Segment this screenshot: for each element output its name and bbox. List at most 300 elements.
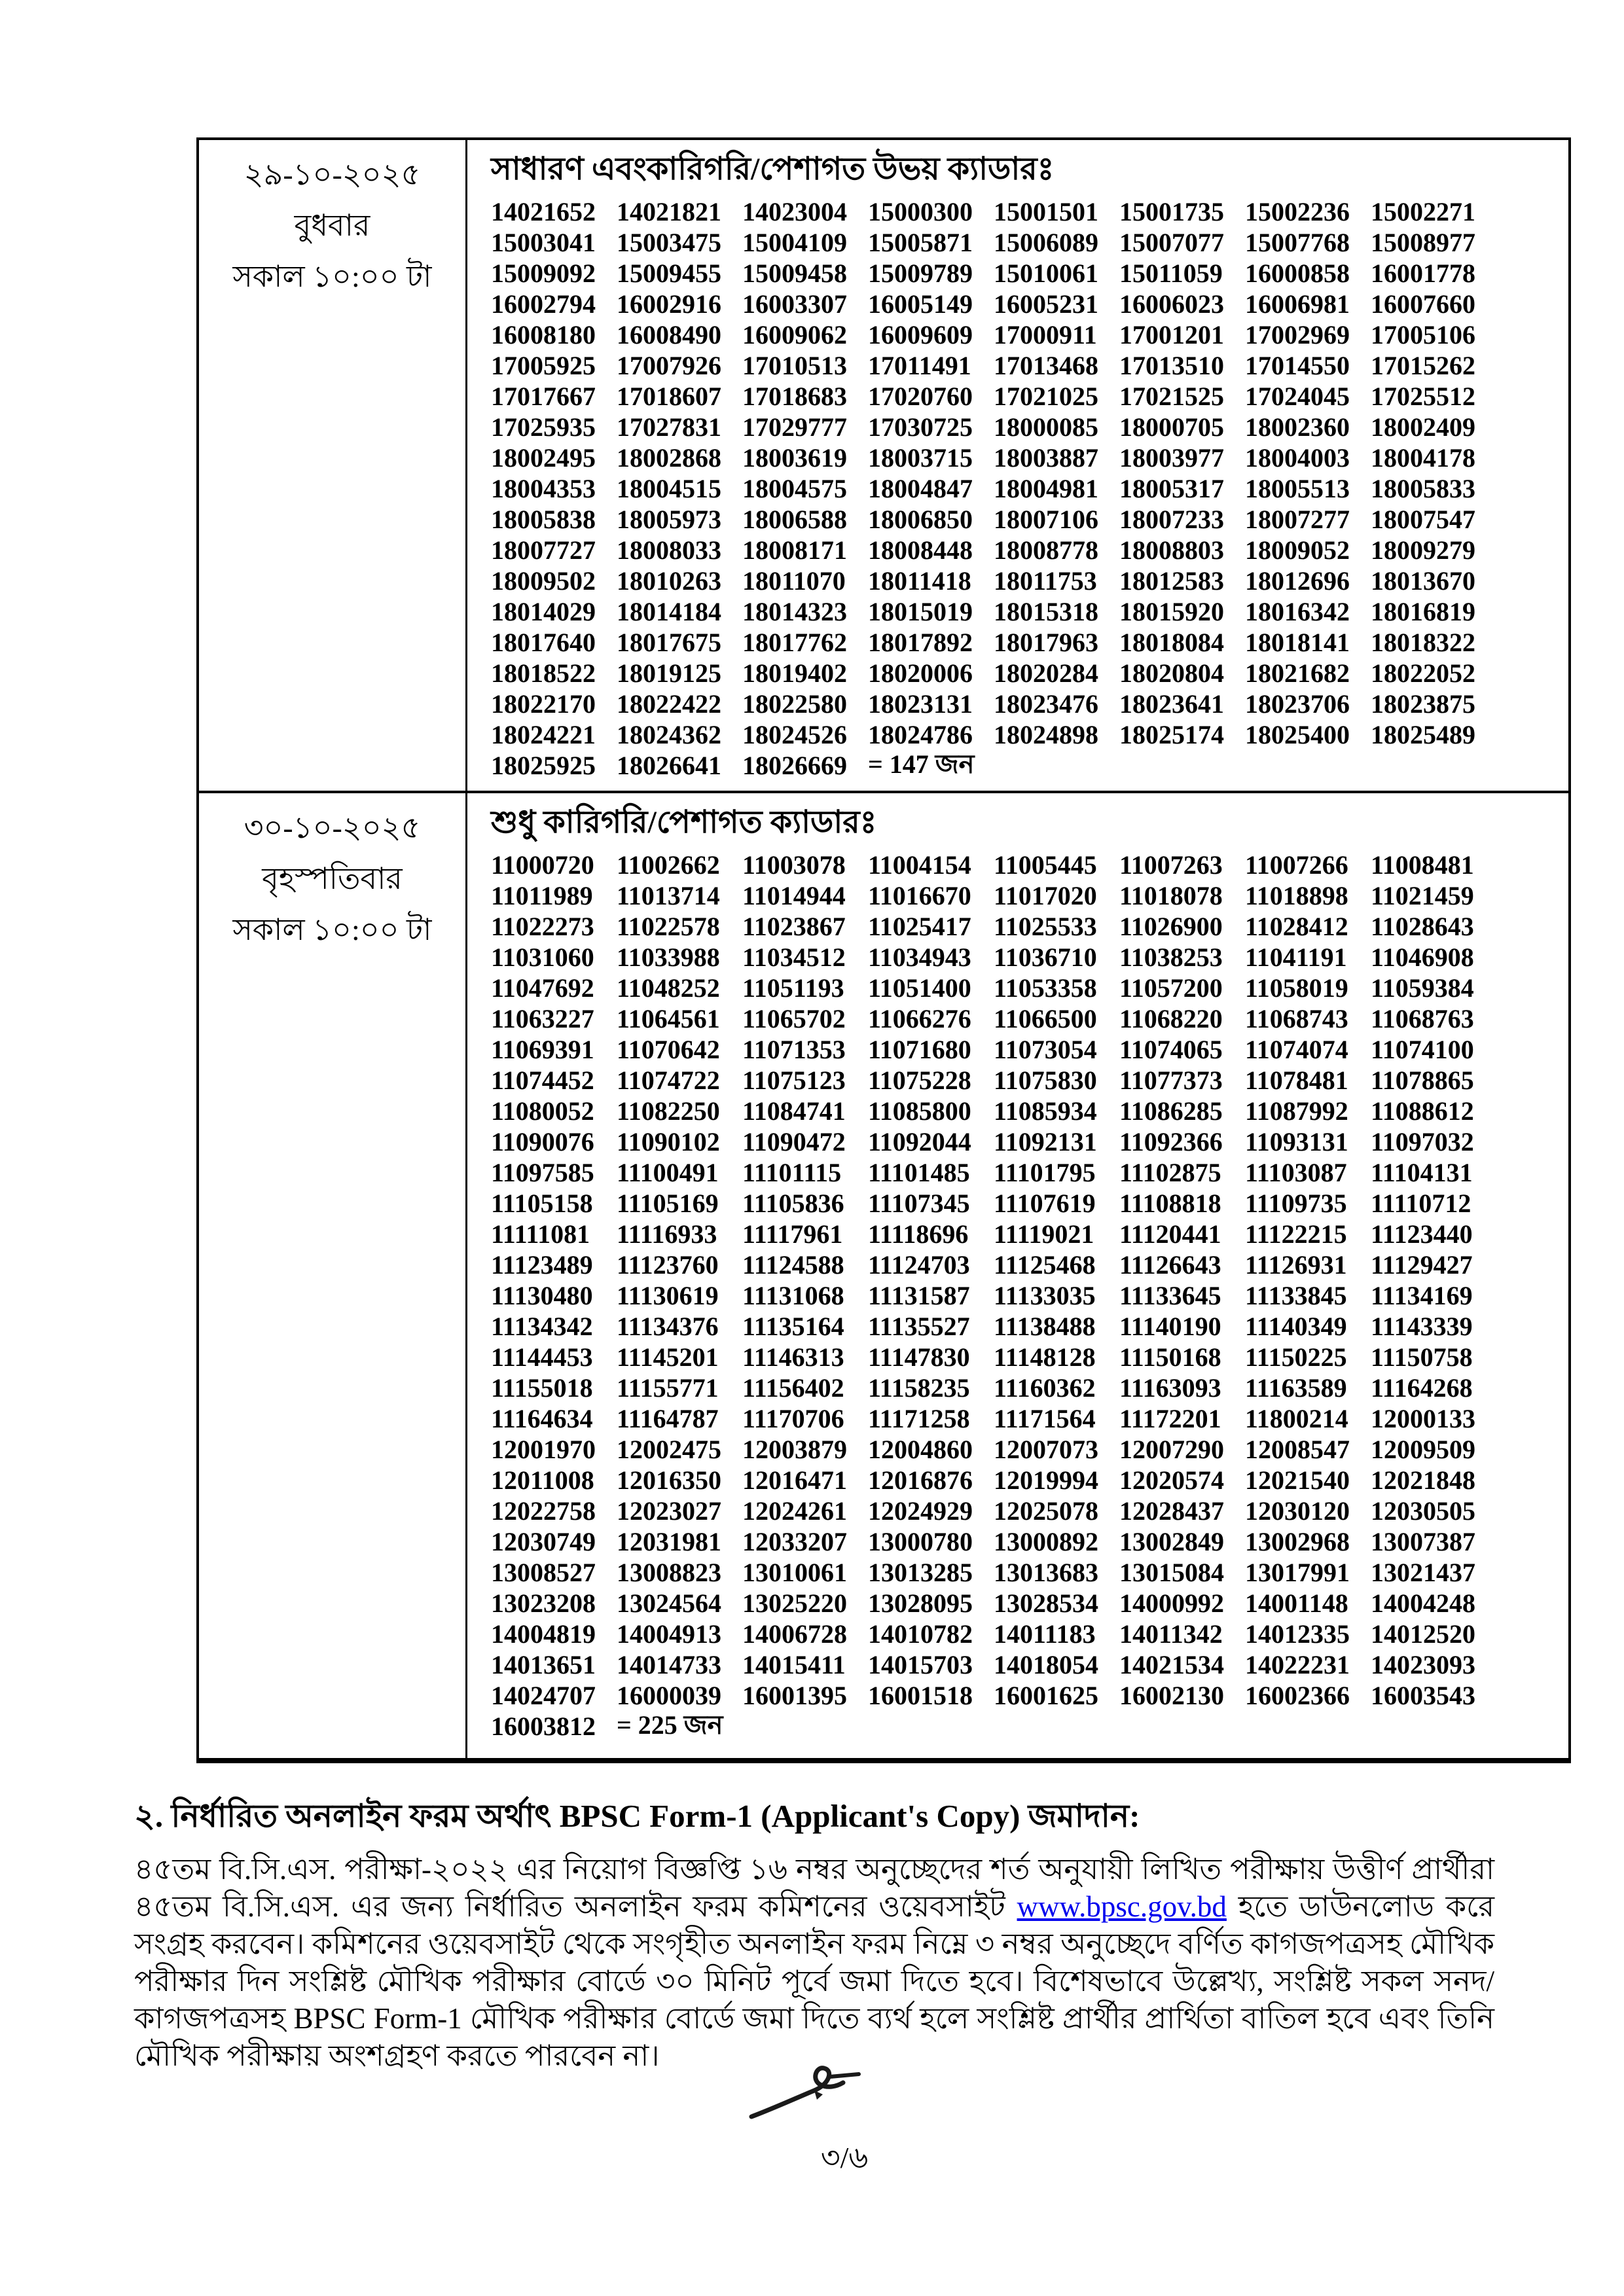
roll-number: 17005925 <box>491 351 596 380</box>
roll-number: 11028412 <box>1245 912 1348 941</box>
roll-number: 18000705 <box>1119 412 1224 442</box>
roll-number: 15010061 <box>994 259 1098 288</box>
roll-number: 18025174 <box>1119 720 1224 749</box>
roll-number: 14024707 <box>491 1681 596 1710</box>
roll-number: 12004860 <box>868 1435 973 1464</box>
roll-number: 18007233 <box>1119 505 1224 534</box>
roll-number: 15001501 <box>994 197 1098 226</box>
roll-number: 18017963 <box>994 628 1098 657</box>
roll-number: 18011070 <box>742 566 846 596</box>
roll-number: 11110712 <box>1371 1189 1471 1218</box>
roll-number: 12028437 <box>1119 1496 1224 1526</box>
roll-number: 12024929 <box>868 1496 973 1526</box>
roll-number: 11007263 <box>1119 850 1223 880</box>
roll-number: 11100491 <box>617 1158 719 1187</box>
roll-number: 17021025 <box>994 382 1098 411</box>
roll-number: 11074452 <box>491 1066 594 1095</box>
roll-number: 18010263 <box>617 566 721 596</box>
roll-number: 11000720 <box>491 850 594 880</box>
roll-number: 11075228 <box>868 1066 971 1095</box>
roll-number: 18005317 <box>1119 474 1224 503</box>
roll-number: 16001395 <box>742 1681 847 1710</box>
roll-number: 18020804 <box>1119 658 1224 688</box>
roll-number: 17010513 <box>742 351 847 380</box>
roll-number: 18012583 <box>1119 566 1224 596</box>
roll-number: 18015318 <box>994 597 1098 626</box>
roll-number: 18005838 <box>491 505 596 534</box>
roll-number: 11023867 <box>742 912 846 941</box>
roll-number: 16003307 <box>742 289 847 319</box>
roll-number: 18004847 <box>868 474 973 503</box>
roll-number: 11156402 <box>742 1373 844 1403</box>
roll-number: 11026900 <box>1119 912 1223 941</box>
roll-number: 14004248 <box>1371 1588 1475 1618</box>
paragraph-text-before-link: ৪৫তম বি.সি.এস. পরীক্ষা-২০২২ এর নিয়োগ বিজ্ঞপ্তি ১৬ নম্বর অনুচ্ছেদের শর্ত অনুযায়ী লিখিত পরীক্ষায় উত্তীর্ণ প্রার্থীরা ৪৫তম বি.সি.এস. এর জন্য নির্ধারিত অনলাইন ফরম কমিশনের ওয়েবসাইট <box>134 1853 1494 1923</box>
roll-number: 17030725 <box>868 412 973 442</box>
roll-number: 11138488 <box>994 1312 1096 1341</box>
roll-number: 11033988 <box>617 942 720 972</box>
roll-number: 17018683 <box>742 382 847 411</box>
roll-number: 11107619 <box>994 1189 1096 1218</box>
roll-number: 17013510 <box>1119 351 1224 380</box>
roll-number: 15008977 <box>1371 228 1475 257</box>
roll-number: 17020760 <box>868 382 973 411</box>
roll-number: 15006089 <box>994 228 1098 257</box>
roll-number: 13007387 <box>1371 1527 1475 1556</box>
roll-number: 14015411 <box>742 1650 846 1679</box>
session-2-day: বৃহস্পতিবার <box>262 862 403 895</box>
roll-number: 11085934 <box>994 1096 1097 1126</box>
session-2-roll-grid <box>491 850 1496 1742</box>
roll-number: 11078865 <box>1371 1066 1474 1095</box>
roll-number: 16008180 <box>491 320 596 350</box>
roll-number: 18004981 <box>994 474 1098 503</box>
roll-number: 11123489 <box>491 1250 593 1280</box>
roll-number: 11101115 <box>742 1158 842 1187</box>
roll-number: 16000039 <box>617 1681 721 1710</box>
roll-number: 11031060 <box>491 942 594 972</box>
roll-number: 18013670 <box>1371 566 1475 596</box>
roll-number: 11092044 <box>868 1127 971 1157</box>
roll-number: 16006981 <box>1245 289 1350 319</box>
roll-number: 11150168 <box>1119 1342 1221 1372</box>
roll-number: 11119021 <box>994 1219 1094 1249</box>
session-1-date-cell <box>199 140 467 791</box>
roll-number: 18025400 <box>1245 720 1350 749</box>
roll-number: 12022758 <box>491 1496 596 1526</box>
roll-number: 11800214 <box>1245 1404 1348 1433</box>
roll-number: 12021540 <box>1245 1465 1350 1495</box>
roll-number: 11021459 <box>1371 881 1474 910</box>
roll-number: 11022578 <box>617 912 720 941</box>
roll-number: 15002271 <box>1371 197 1475 226</box>
roll-number: 11074074 <box>1245 1035 1348 1064</box>
roll-number: 13002968 <box>1245 1527 1350 1556</box>
roll-number: 11097585 <box>491 1158 594 1187</box>
roll-number: 16000858 <box>1245 259 1350 288</box>
roll-number: 14023004 <box>742 197 847 226</box>
roll-number: 11077373 <box>1119 1066 1223 1095</box>
roll-number: 18024362 <box>617 720 721 749</box>
roll-number: 14013651 <box>491 1650 596 1679</box>
roll-number: 12001970 <box>491 1435 596 1464</box>
roll-number: 11041191 <box>1245 942 1347 972</box>
roll-number: 13013683 <box>994 1558 1098 1587</box>
roll-number: 11155771 <box>617 1373 719 1403</box>
roll-number: 11068743 <box>1245 1004 1348 1033</box>
candidate-count-label: = 225 জন <box>617 1710 723 1740</box>
roll-number: 18020006 <box>868 658 973 688</box>
roll-number: 11148128 <box>994 1342 1096 1372</box>
signature-mark <box>746 2060 877 2126</box>
roll-number: 18004575 <box>742 474 847 503</box>
roll-number: 18002360 <box>1245 412 1350 442</box>
roll-number: 17025512 <box>1371 382 1475 411</box>
roll-number: 16002794 <box>491 289 596 319</box>
roll-number: 11093131 <box>1245 1127 1348 1157</box>
roll-number: 15000300 <box>868 197 973 226</box>
roll-number: 12009509 <box>1371 1435 1475 1464</box>
roll-number: 11090102 <box>617 1127 720 1157</box>
paragraph-text-after-link: হতে ডাউনলোড করে সংগ্রহ করবেন। কমিশনের ওয়েবসাইট থেকে সংগৃহীত অনলাইন ফরম নিম্নে ৩ নম্বর অনুচ্ছেদে বর্ণিত কাগজপত্রসহ মৌখিক পরীক্ষার দিন সংশ্লিষ্ট মৌখিক পরীক্ষার বোর্ডে ৩০ মিনিট পূর্বে জমা দিতে হবে। বিশেষভাবে উল্লেখ্য, সংশ্লিষ্ট সকল সনদ/কাগজপত্রসহ BPSC Form-1 মৌখিক পরীক্ষার বোর্ডে জমা দিতে ব্যর্থ হলে সংশ্লিষ্ট প্রার্থীর প্রার্থিতা বাতিল হবে এবং তিনি মৌখিক পরীক্ষায় অংশগ্রহণ করতে পারবেন না। <box>134 1890 1495 2072</box>
roll-number: 11155018 <box>491 1373 593 1403</box>
roll-number: 18007277 <box>1245 505 1350 534</box>
roll-number: 11103087 <box>1245 1158 1347 1187</box>
roll-number: 11016670 <box>868 881 971 910</box>
roll-number: 18015920 <box>1119 597 1224 626</box>
roll-number: 11082250 <box>617 1096 720 1126</box>
roll-number: 11124588 <box>742 1250 844 1280</box>
roll-number: 11046908 <box>1371 942 1474 972</box>
session-2-date-cell <box>199 793 467 1758</box>
roll-number: 14004913 <box>617 1619 721 1649</box>
roll-number: 15009458 <box>742 259 847 288</box>
roll-number: 18008778 <box>994 535 1098 565</box>
roll-number: 16008490 <box>617 320 721 350</box>
roll-number: 12030749 <box>491 1527 596 1556</box>
roll-number: 13000780 <box>868 1527 973 1556</box>
roll-number: 11135164 <box>742 1312 844 1341</box>
roll-number: 11097032 <box>1371 1127 1474 1157</box>
roll-number: 18025489 <box>1371 720 1475 749</box>
roll-number: 11147830 <box>868 1342 970 1372</box>
roll-number: 11134376 <box>617 1312 719 1341</box>
roll-number: 11140349 <box>1245 1312 1347 1341</box>
session-1-time: সকাল ১০:০০ টা <box>232 260 432 293</box>
roll-number: 12016350 <box>617 1465 721 1495</box>
roll-number: 14010782 <box>868 1619 973 1649</box>
roll-number: 11163589 <box>1245 1373 1347 1403</box>
roll-number: 16002130 <box>1119 1681 1224 1710</box>
roll-number: 18003977 <box>1119 443 1224 473</box>
roll-number: 16003812 <box>491 1712 596 1741</box>
roll-number: 16009609 <box>868 320 973 350</box>
roll-number: 18002868 <box>617 443 721 473</box>
roll-number: 12016471 <box>742 1465 847 1495</box>
roll-number: 16001518 <box>868 1681 973 1710</box>
bpsc-website-link[interactable]: www.bpsc.gov.bd <box>1017 1890 1227 1923</box>
roll-number: 11005445 <box>994 850 1097 880</box>
roll-number: 11075830 <box>994 1066 1097 1095</box>
roll-number: 14018054 <box>994 1650 1098 1679</box>
session-2-numbers-cell <box>467 793 1568 1758</box>
roll-number: 14021821 <box>617 197 721 226</box>
roll-number: 11069391 <box>491 1035 594 1064</box>
session-2-date: ৩০-১০-২০২৫ <box>244 811 421 844</box>
roll-number: 15009789 <box>868 259 973 288</box>
roll-number: 14001148 <box>1245 1588 1348 1618</box>
roll-number: 18014323 <box>742 597 847 626</box>
roll-number: 18011418 <box>868 566 971 596</box>
roll-number: 12033207 <box>742 1527 847 1556</box>
session-1-category-header: সাধারণ এবংকারিগরি/পেশাগত উভয় ক্যাডারঃ <box>491 152 1055 187</box>
roll-number: 11047692 <box>491 973 594 1003</box>
roll-number: 11134342 <box>491 1312 593 1341</box>
roll-number: 11133035 <box>994 1281 1096 1310</box>
roll-number: 11017020 <box>994 881 1097 910</box>
roll-number: 11144453 <box>491 1342 593 1372</box>
roll-number: 14012335 <box>1245 1619 1350 1649</box>
roll-number: 11172201 <box>1119 1404 1221 1433</box>
roll-number: 11057200 <box>1119 973 1223 1003</box>
roll-number: 15001735 <box>1119 197 1224 226</box>
roll-number: 15007768 <box>1245 228 1350 257</box>
roll-number: 18024786 <box>868 720 973 749</box>
roll-number: 18016342 <box>1245 597 1350 626</box>
roll-number: 11051193 <box>742 973 844 1003</box>
roll-number: 18019125 <box>617 658 721 688</box>
session-2-time: সকাল ১০:০০ টা <box>232 913 432 946</box>
roll-number: 18007547 <box>1371 505 1475 534</box>
roll-number: 16007660 <box>1371 289 1475 319</box>
roll-number: 11101795 <box>994 1158 1096 1187</box>
roll-number: 16005149 <box>868 289 973 319</box>
roll-number: 18023875 <box>1371 689 1475 719</box>
exam-schedule-table <box>196 137 1571 1763</box>
roll-number: 11125468 <box>994 1250 1096 1280</box>
roll-number: 17024045 <box>1245 382 1350 411</box>
roll-number: 17007926 <box>617 351 721 380</box>
roll-number: 18004178 <box>1371 443 1475 473</box>
roll-number: 11146313 <box>742 1342 844 1372</box>
session-1-date: ২৯-১০-২০২৫ <box>244 158 421 191</box>
roll-number: 11134169 <box>1371 1281 1473 1310</box>
roll-number: 18009279 <box>1371 535 1475 565</box>
roll-number: 18019402 <box>742 658 847 688</box>
roll-number: 18018322 <box>1371 628 1475 657</box>
roll-number: 18011753 <box>994 566 1097 596</box>
roll-number: 13000892 <box>994 1527 1098 1556</box>
roll-number: 13013285 <box>868 1558 973 1587</box>
roll-number: 18025925 <box>491 751 596 780</box>
roll-number: 11123440 <box>1371 1219 1473 1249</box>
roll-number: 14022231 <box>1245 1650 1350 1679</box>
roll-number: 15011059 <box>1119 259 1223 288</box>
roll-number: 17013468 <box>994 351 1098 380</box>
roll-number: 18022052 <box>1371 658 1475 688</box>
roll-number: 18024898 <box>994 720 1098 749</box>
roll-number: 11116933 <box>617 1219 717 1249</box>
roll-number: 18007727 <box>491 535 596 565</box>
roll-number: 13010061 <box>742 1558 847 1587</box>
roll-number: 12002475 <box>617 1435 721 1464</box>
roll-number: 18002409 <box>1371 412 1475 442</box>
roll-number: 16005231 <box>994 289 1098 319</box>
session-row-1 <box>199 140 1568 791</box>
roll-number: 15009455 <box>617 259 721 288</box>
roll-number: 11086285 <box>1119 1096 1223 1126</box>
roll-number: 11120441 <box>1119 1219 1221 1249</box>
roll-number: 18023706 <box>1245 689 1350 719</box>
roll-number: 12000133 <box>1371 1404 1475 1433</box>
roll-number: 16009062 <box>742 320 847 350</box>
roll-number: 11075123 <box>742 1066 846 1095</box>
roll-number: 17002969 <box>1245 320 1350 350</box>
session-1-numbers-cell <box>467 140 1568 791</box>
roll-number: 18008033 <box>617 535 721 565</box>
session-1-day: বুধবার <box>294 209 370 242</box>
roll-number: 18022580 <box>742 689 847 719</box>
roll-number: 11034943 <box>868 942 971 972</box>
roll-number: 11064561 <box>617 1004 720 1033</box>
roll-number: 18017762 <box>742 628 847 657</box>
roll-number: 11074065 <box>1119 1035 1223 1064</box>
roll-number: 18000085 <box>994 412 1098 442</box>
roll-number: 18007106 <box>994 505 1098 534</box>
roll-number: 13028534 <box>994 1588 1098 1618</box>
roll-number: 14012520 <box>1371 1619 1475 1649</box>
roll-number: 13008527 <box>491 1558 596 1587</box>
roll-number: 11014944 <box>742 881 846 910</box>
roll-number: 17017667 <box>491 382 596 411</box>
roll-number: 18008448 <box>868 535 973 565</box>
roll-number: 11058019 <box>1245 973 1348 1003</box>
roll-number: 11122215 <box>1245 1219 1347 1249</box>
roll-number: 11070642 <box>617 1035 720 1064</box>
session-row-2 <box>199 791 1568 1758</box>
roll-number: 11135527 <box>868 1312 970 1341</box>
roll-number: 12025078 <box>994 1496 1098 1526</box>
roll-number: 18014184 <box>617 597 721 626</box>
roll-number: 11008481 <box>1371 850 1474 880</box>
roll-number: 12021848 <box>1371 1465 1475 1495</box>
roll-number: 11133845 <box>1245 1281 1347 1310</box>
roll-number: 11133645 <box>1119 1281 1221 1310</box>
roll-number: 11028643 <box>1371 912 1474 941</box>
session-2-category-header: শুধু কারিগরি/পেশাগত ক্যাডারঃ <box>491 805 877 840</box>
roll-number: 17025935 <box>491 412 596 442</box>
roll-number: 11150225 <box>1245 1342 1347 1372</box>
roll-number: 11164634 <box>491 1404 593 1433</box>
roll-number: 16002916 <box>617 289 721 319</box>
roll-number: 18023641 <box>1119 689 1224 719</box>
page-number: ৩/৬ <box>820 2141 869 2174</box>
roll-number: 11078481 <box>1245 1066 1348 1095</box>
roll-number: 17015262 <box>1371 351 1475 380</box>
roll-number: 11080052 <box>491 1096 594 1126</box>
roll-number: 11131068 <box>742 1281 844 1310</box>
roll-number: 18005973 <box>617 505 721 534</box>
roll-number: 13024564 <box>617 1588 721 1618</box>
roll-number: 11170706 <box>742 1404 844 1433</box>
roll-number: 11140190 <box>1119 1312 1221 1341</box>
roll-number: 11145201 <box>617 1342 719 1372</box>
roll-number: 11171564 <box>994 1404 1096 1433</box>
roll-number: 11059384 <box>1371 973 1474 1003</box>
roll-number: 18009052 <box>1245 535 1350 565</box>
roll-number: 18021682 <box>1245 658 1350 688</box>
candidate-count-label: = 147 জন <box>868 749 975 779</box>
roll-number: 11130619 <box>617 1281 719 1310</box>
roll-number: 14011342 <box>1119 1619 1223 1649</box>
roll-number: 11164787 <box>617 1404 719 1433</box>
roll-number: 18022422 <box>617 689 721 719</box>
roll-number: 15007077 <box>1119 228 1224 257</box>
roll-number: 11117961 <box>742 1219 843 1249</box>
roll-number: 15003475 <box>617 228 721 257</box>
roll-number: 11025533 <box>994 912 1097 941</box>
roll-number: 11003078 <box>742 850 846 880</box>
roll-number: 11131587 <box>868 1281 970 1310</box>
roll-number: 11073054 <box>994 1035 1097 1064</box>
roll-number: 15005871 <box>868 228 973 257</box>
roll-number: 18018141 <box>1245 628 1350 657</box>
roll-number: 11084741 <box>742 1096 846 1126</box>
roll-number: 17018607 <box>617 382 721 411</box>
roll-number: 11036710 <box>994 942 1097 972</box>
roll-number: 11129427 <box>1371 1250 1473 1280</box>
roll-number: 18015019 <box>868 597 973 626</box>
roll-number: 11088612 <box>1371 1096 1474 1126</box>
roll-number: 14000992 <box>1119 1588 1224 1618</box>
roll-number: 11104131 <box>1371 1158 1473 1187</box>
roll-number: 13015084 <box>1119 1558 1224 1587</box>
roll-number: 12024261 <box>742 1496 847 1526</box>
roll-number: 18005833 <box>1371 474 1475 503</box>
roll-number: 11123760 <box>617 1250 719 1280</box>
section2-paragraph <box>134 1851 1494 2075</box>
roll-number: 14004819 <box>491 1619 596 1649</box>
roll-number: 11071680 <box>868 1035 971 1064</box>
roll-number: 18017640 <box>491 628 596 657</box>
roll-number: 11011989 <box>491 881 593 910</box>
roll-number: 18004515 <box>617 474 721 503</box>
roll-number: 18003887 <box>994 443 1098 473</box>
roll-number: 18023131 <box>868 689 973 719</box>
roll-number: 12003879 <box>742 1435 847 1464</box>
roll-number: 13008823 <box>617 1558 721 1587</box>
roll-number: 11053358 <box>994 973 1097 1003</box>
roll-number: 14011183 <box>994 1619 1096 1649</box>
roll-number: 12019994 <box>994 1465 1098 1495</box>
roll-number: 18008803 <box>1119 535 1224 565</box>
roll-number: 18008171 <box>742 535 847 565</box>
roll-number: 16002366 <box>1245 1681 1350 1710</box>
roll-number: 13023208 <box>491 1588 596 1618</box>
roll-number: 11105169 <box>617 1189 719 1218</box>
roll-number: 11163093 <box>1119 1373 1221 1403</box>
roll-number: 11124703 <box>868 1250 970 1280</box>
roll-number: 18006588 <box>742 505 847 534</box>
roll-number: 13002849 <box>1119 1527 1224 1556</box>
roll-number: 11025417 <box>868 912 971 941</box>
roll-number: 11130480 <box>491 1281 593 1310</box>
roll-number: 16001625 <box>994 1681 1098 1710</box>
roll-number: 18017675 <box>617 628 721 657</box>
roll-number: 11018078 <box>1119 881 1223 910</box>
roll-number: 11002662 <box>617 850 720 880</box>
roll-number: 11105836 <box>742 1189 844 1218</box>
